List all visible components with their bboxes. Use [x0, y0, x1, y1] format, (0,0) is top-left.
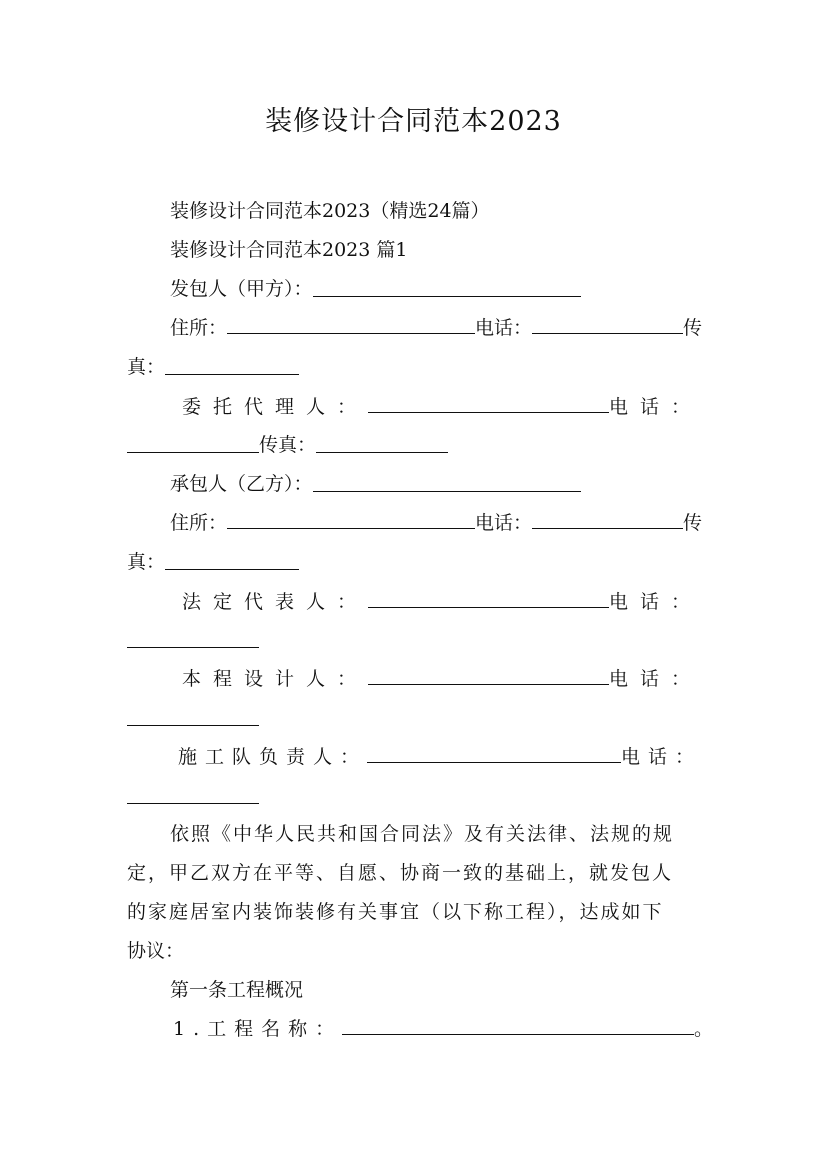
designer-phone-label: 电话：	[608, 668, 702, 690]
designer-label: 本程设计人：	[182, 668, 369, 690]
legal-rep-line	[182, 588, 702, 614]
period-mark: 。	[693, 1018, 713, 1040]
address-label: 住所：	[170, 317, 228, 339]
fax-blank	[165, 355, 299, 375]
agent-line	[182, 393, 702, 419]
project-name-blank	[342, 1015, 694, 1035]
crew-leader-label: 施工队负责人：	[178, 746, 368, 768]
address-blank	[227, 509, 475, 529]
designer-line	[182, 665, 702, 691]
agent-phone-fax-line	[127, 432, 702, 458]
fax-blank	[165, 550, 299, 570]
legal-rep-phone-blank	[127, 628, 259, 648]
address-label: 住所：	[170, 512, 228, 534]
project-name-label: 1.工程名称：	[173, 1018, 343, 1040]
party-b-fax-line	[127, 549, 702, 575]
phone-blank	[532, 314, 683, 334]
phone-label: 电话：	[475, 512, 533, 534]
address-blank	[227, 314, 475, 334]
crew-leader-line	[178, 743, 702, 769]
fax-label-start: 传	[682, 512, 702, 534]
agent-blank	[368, 393, 609, 413]
party-a-blank	[313, 277, 581, 297]
fax-label-end: 真：	[127, 356, 166, 378]
crew-leader-phone-blank	[127, 784, 259, 804]
section-heading: 装修设计合同范本2023 篇1	[170, 239, 408, 261]
party-a-line	[170, 276, 702, 302]
designer-blank	[368, 665, 609, 685]
party-a-label: 发包人（甲方）：	[170, 278, 313, 300]
paragraph-line-1: 依照《中华人民共和国合同法》及有关法律、法规的规	[170, 823, 675, 845]
legal-rep-phone-label: 电话：	[608, 591, 702, 613]
phone-label: 电话：	[475, 317, 533, 339]
fax-label-end: 真：	[127, 551, 166, 573]
crew-leader-phone-line	[127, 783, 702, 809]
agent-phone-blank	[127, 433, 259, 453]
paragraph-line-4: 协议：	[127, 940, 185, 962]
phone-blank	[532, 509, 683, 529]
agent-fax-label: 传真：	[259, 434, 317, 456]
party-b-address-line	[170, 509, 702, 535]
agent-fax-blank	[316, 433, 448, 453]
crew-leader-phone-label: 电话：	[620, 746, 702, 768]
party-b-line	[170, 471, 702, 497]
paragraph-line-2: 定，甲乙双方在平等、自愿、协商一致的基础上，就发包人	[127, 862, 674, 884]
paragraph-line-3: 的家庭居室内装饰装修有关事宜（以下称工程），达成如下	[127, 901, 664, 923]
fax-label-start: 传	[682, 317, 702, 339]
legal-rep-phone-line	[127, 627, 702, 653]
legal-rep-blank	[368, 588, 609, 608]
party-a-fax-line	[127, 354, 702, 380]
party-b-blank	[313, 472, 581, 492]
subtitle-line: 装修设计合同范本2023（精选24篇）	[170, 200, 490, 222]
legal-rep-label: 法定代表人：	[182, 591, 369, 613]
party-a-address-line	[170, 314, 702, 340]
crew-leader-blank	[367, 743, 621, 763]
designer-phone-blank	[127, 706, 259, 726]
agent-phone-label: 电话：	[608, 396, 702, 418]
project-name-line	[173, 1015, 713, 1041]
document-title: 装修设计合同范本2023	[265, 106, 562, 137]
article-1-heading: 第一条工程概况	[170, 979, 304, 1001]
party-b-label: 承包人（乙方）：	[170, 473, 313, 495]
designer-phone-line	[127, 705, 702, 731]
agent-label: 委托代理人：	[182, 396, 369, 418]
